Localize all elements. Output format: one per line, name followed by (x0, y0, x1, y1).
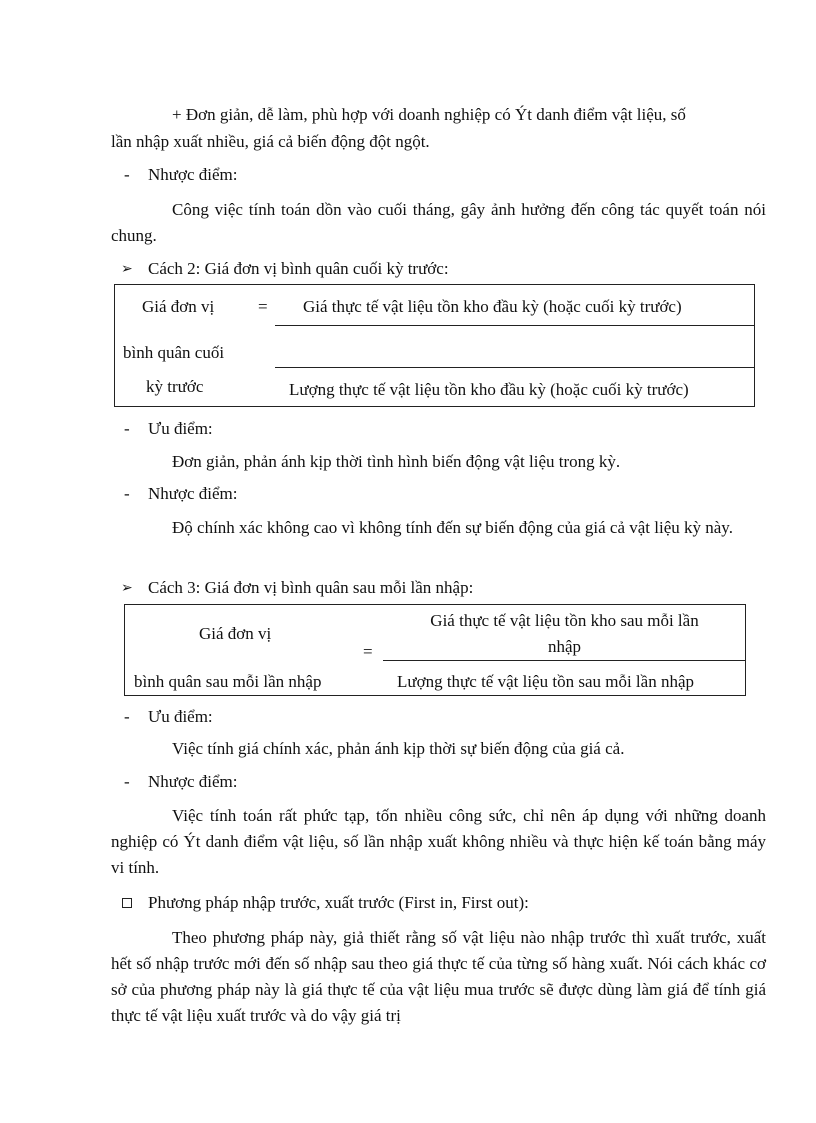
cach2-label-line3: kỳ trước (146, 377, 204, 396)
cach2-heading: Cách 2: Giá đơn vị bình quân cuối kỳ trước: (148, 259, 449, 278)
arrow-bullet-icon: ➢ (121, 261, 133, 277)
cach2-row-divider (275, 325, 755, 326)
cach3-label-line2: bình quân sau mỗi lần nhập (134, 672, 322, 691)
uu-diem-text-2: Đơn giản, phản ánh kịp thời tình hình biến động vật liệu trong kỳ. (172, 452, 621, 471)
nhuoc-diem-text-3: Việc tính toán rất phức tạp, tốn nhiều công sức, chỉ nên áp dụng với những doanh nghiệp có Ýt danh điểm vật liệu, số lần nhập xuất không nhiều và thực hiện kế toán bằng máy vi tính. (111, 806, 766, 877)
cach3-numerator-line1: Giá thực tế vật liệu tồn kho sau mỗi lần (430, 611, 699, 630)
cach3-equals: = (363, 642, 373, 661)
intro-line-2: lần nhập xuất nhiều, giá cả biến động đột ngột. (111, 132, 430, 151)
dash-bullet: - (124, 484, 130, 503)
uu-diem-label-3: Ưu điểm: (148, 707, 213, 726)
dash-bullet: - (124, 419, 130, 438)
dash-bullet: - (124, 165, 130, 184)
fifo-text: Theo phương pháp này, giả thiết rằng số vật liệu nào nhập trước thì xuất trước, xuất hết số nhập trước mới đến số nhập sau theo giá thực tế của từng số hàng xuất. Nói cách khác cơ sở của phương pháp này là giá thực tế của vật liệu mua trước sẽ được dùng làm giá để tính giá thực tế vật liệu xuất trước và do vậy giá trị (111, 928, 766, 1025)
dash-bullet: - (124, 707, 130, 726)
cach3-fraction-bar (383, 660, 746, 661)
arrow-bullet-icon: ➢ (121, 580, 133, 596)
cach3-numerator-line2: nhập (547, 637, 582, 656)
nhuoc-diem-text-2: Độ chính xác không cao vì không tính đến sự biến động của giá cả vật liệu kỳ này. (172, 518, 733, 537)
uu-diem-label-2: Ưu điểm: (148, 419, 213, 438)
nhuoc-diem-label-1: Nhược điểm: (148, 165, 238, 184)
intro-line-1: + Đơn giản, dễ làm, phù hợp với doanh nghiệp có Ýt danh điểm vật liệu, số (172, 105, 686, 124)
dash-bullet: - (124, 772, 130, 791)
cach3-denominator: Lượng thực tế vật liệu tồn sau mỗi lần nhập (397, 672, 694, 691)
cach3-label-line1: Giá đơn vị (199, 624, 272, 643)
uu-diem-text-3: Việc tính giá chính xác, phản ánh kịp thời sự biến động của giá cả. (172, 739, 625, 758)
cach2-numerator: Giá thực tế vật liệu tồn kho đầu kỳ (hoặc cuối kỳ trước) (303, 297, 682, 316)
nhuoc-diem-text-1: Công việc tính toán dồn vào cuối tháng, gây ảnh hưởng đến công tác quyết toán nói chung. (111, 200, 766, 245)
cach2-fraction-bar (275, 367, 755, 368)
cach2-label-line2: bình quân cuối (123, 343, 225, 362)
nhuoc-diem-label-3: Nhược điểm: (148, 772, 238, 791)
cach3-heading: Cách 3: Giá đơn vị bình quân sau mỗi lần nhập: (148, 578, 474, 597)
nhuoc-diem-label-2: Nhược điểm: (148, 484, 238, 503)
cach2-label-line1: Giá đơn vị (142, 297, 215, 316)
cach2-equals: = (258, 297, 268, 316)
fifo-heading: Phương pháp nhập trước, xuất trước (First in, First out): (148, 893, 529, 912)
cach2-denominator: Lượng thực tế vật liệu tồn kho đầu kỳ (hoặc cuối kỳ trước) (289, 380, 689, 399)
square-bullet-icon (122, 898, 132, 908)
